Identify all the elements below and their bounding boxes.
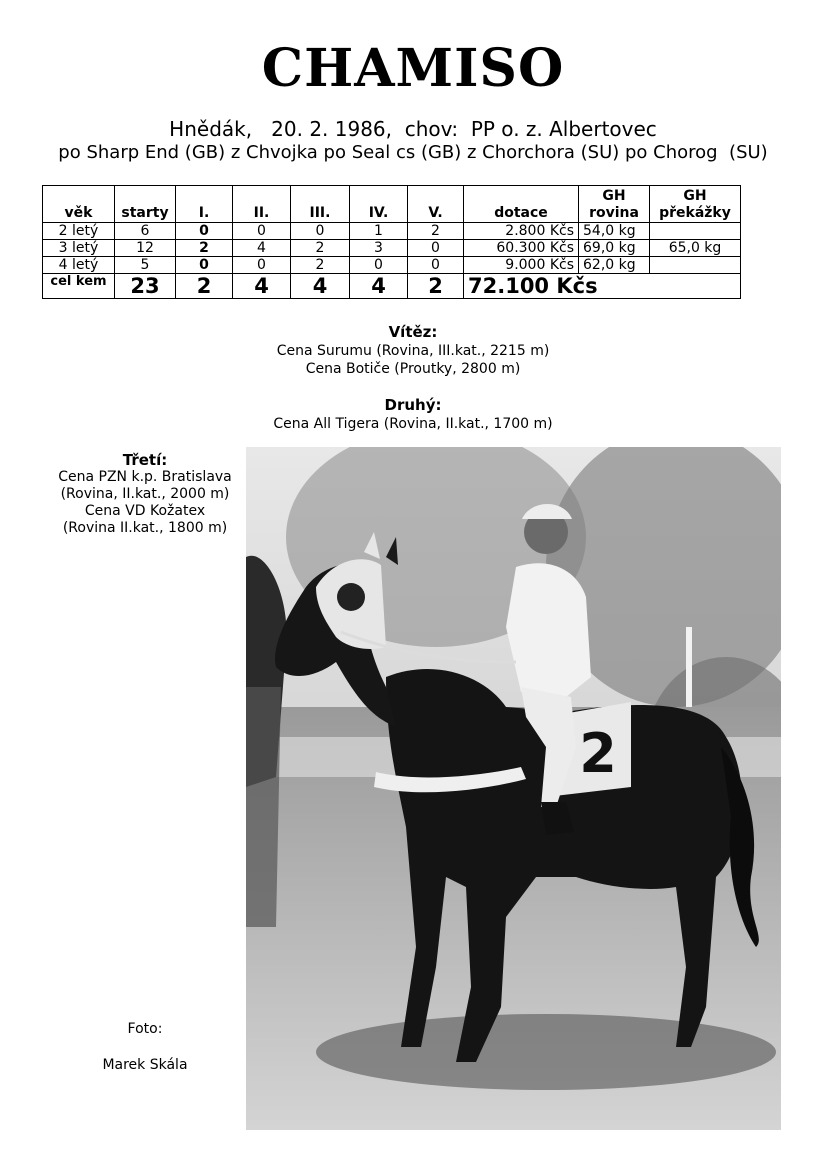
cell-gh-rovina: 62,0 kg — [579, 257, 650, 274]
total-5: 2 — [408, 274, 464, 299]
druhy-item: Cena All Tigera (Rovina, II.kat., 1700 m) — [273, 416, 553, 432]
total-1: 2 — [176, 274, 233, 299]
total-3: 4 — [291, 274, 350, 299]
treti-item: Cena PZN k.p. Bratislava — [58, 469, 232, 485]
treti-item: Cena VD Kožatex — [84, 503, 206, 519]
cell-5: 2 — [408, 223, 464, 240]
cell-gh-rovina: 54,0 kg — [579, 223, 650, 240]
total-label: cel kem — [43, 274, 115, 299]
header-2: II. — [233, 186, 291, 223]
pedigree-line: po Sharp End (GB) z Chvojka po Seal cs (GB) z Chorchora (SU) po Chorog (SU) — [58, 142, 768, 163]
cell-5: 0 — [408, 257, 464, 274]
cell-3: 2 — [291, 240, 350, 257]
total-starty: 23 — [115, 274, 176, 299]
table-row — [43, 223, 741, 240]
treti-heading: Třetí: — [122, 451, 168, 469]
header-gh-prekazky-bottom: překážky — [659, 205, 731, 221]
table-total-row — [43, 274, 741, 299]
header-gh-rovina-bottom: rovina — [589, 205, 639, 221]
header-gh-prekazky — [650, 186, 741, 223]
cell-starty: 12 — [115, 240, 176, 257]
cell-2: 0 — [233, 257, 291, 274]
horse-name-title: CHAMISO — [261, 38, 565, 99]
saddle-number: 2 — [579, 722, 617, 785]
photo-author: Marek Skála — [102, 1057, 188, 1073]
total-2: 4 — [233, 274, 291, 299]
cell-3: 0 — [291, 223, 350, 240]
header-starty: starty — [115, 186, 176, 223]
cell-1: 2 — [176, 240, 233, 257]
cell-2: 0 — [233, 223, 291, 240]
cell-starty: 5 — [115, 257, 176, 274]
cell-gh-prekazky — [650, 257, 741, 274]
header-gh-prekazky-top: GH — [683, 188, 707, 204]
header-1: I. — [176, 186, 233, 223]
table-row — [43, 240, 741, 257]
total-dotace: 72.100 Kčs — [464, 274, 741, 299]
cell-dotace: 9.000 Kčs — [464, 257, 579, 274]
cell-4: 3 — [350, 240, 408, 257]
horse-photo-illustration — [246, 447, 781, 1130]
photo-label: Foto: — [127, 1021, 163, 1037]
table-row — [43, 257, 741, 274]
cell-dotace: 2.800 Kčs — [464, 223, 579, 240]
cell-1: 0 — [176, 223, 233, 240]
vitez-item: Cena Botiče (Proutky, 2800 m) — [305, 361, 521, 377]
cell-vek: 2 letý — [43, 223, 115, 240]
vitez-item: Cena Surumu (Rovina, III.kat., 2215 m) — [276, 343, 550, 359]
cell-5: 0 — [408, 240, 464, 257]
horse-info-line: Hnědák, 20. 2. 1986, chov: PP o. z. Albertovec — [169, 117, 657, 141]
cell-3: 2 — [291, 257, 350, 274]
race-stats-table — [42, 185, 741, 299]
cell-starty: 6 — [115, 223, 176, 240]
header-4: IV. — [350, 186, 408, 223]
cell-gh-rovina: 69,0 kg — [579, 240, 650, 257]
treti-item: (Rovina II.kat., 1800 m) — [62, 520, 228, 536]
cell-vek: 3 letý — [43, 240, 115, 257]
horse-photo — [246, 447, 781, 1130]
treti-section — [40, 452, 250, 537]
cell-2: 4 — [233, 240, 291, 257]
cell-dotace: 60.300 Kčs — [464, 240, 579, 257]
treti-item: (Rovina, II.kat., 2000 m) — [60, 486, 230, 502]
vitez-heading: Vítěz: — [388, 323, 438, 341]
druhy-section — [0, 396, 826, 433]
cell-vek: 4 letý — [43, 257, 115, 274]
header-dotace: dotace — [464, 186, 579, 223]
druhy-heading: Druhý: — [384, 396, 442, 414]
cell-4: 1 — [350, 223, 408, 240]
cell-gh-prekazky: 65,0 kg — [650, 240, 741, 257]
cell-4: 0 — [350, 257, 408, 274]
header-gh-rovina — [579, 186, 650, 223]
header-gh-rovina-top: GH — [602, 188, 626, 204]
cell-gh-prekazky — [650, 223, 741, 240]
vitez-section — [0, 323, 826, 378]
header-vek: věk — [43, 186, 115, 223]
header-3: III. — [291, 186, 350, 223]
total-4: 4 — [350, 274, 408, 299]
table-header-row — [43, 186, 741, 223]
header-5: V. — [408, 186, 464, 223]
cell-1: 0 — [176, 257, 233, 274]
